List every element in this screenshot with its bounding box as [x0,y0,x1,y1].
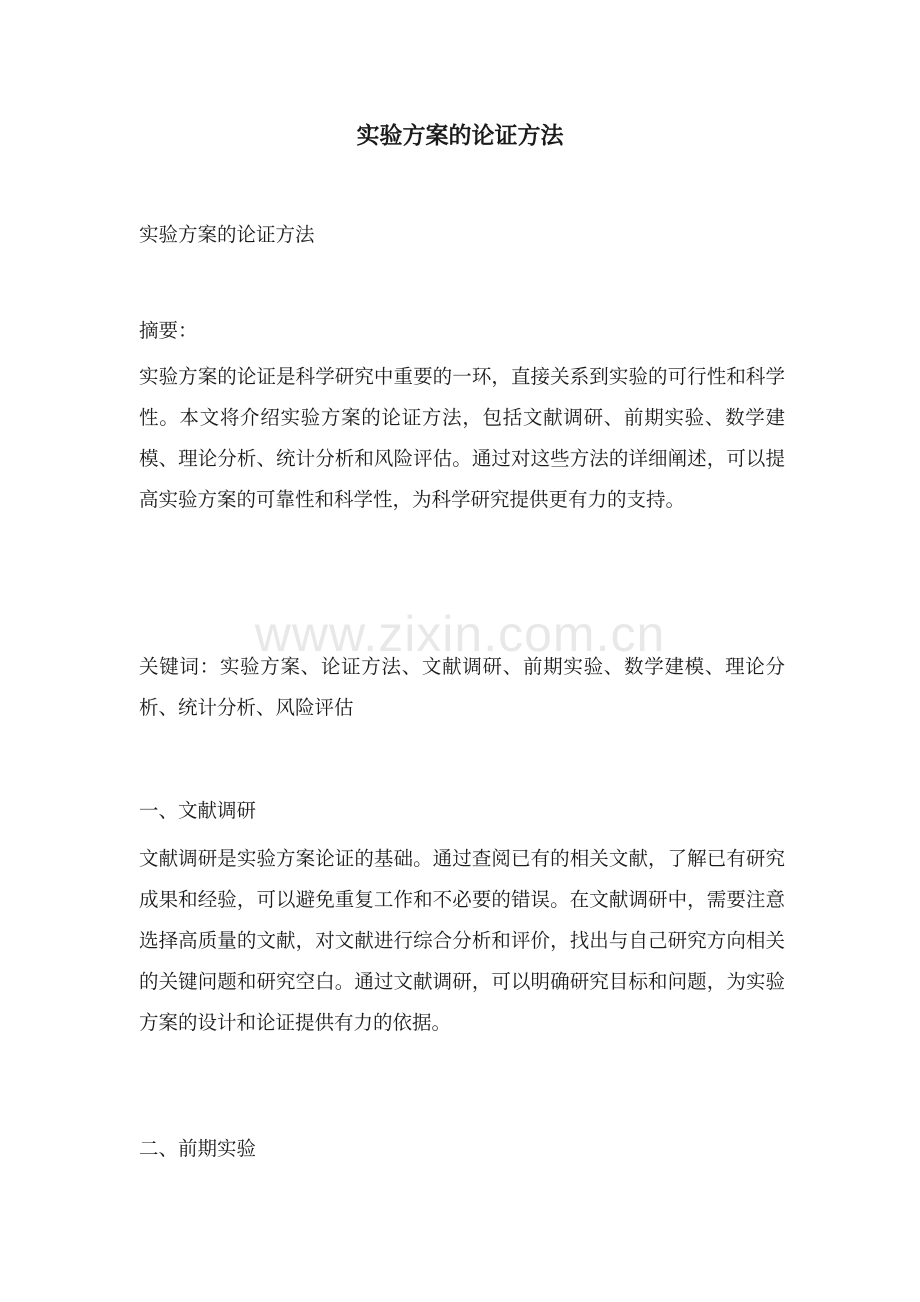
document-title: 实验方案的论证方法 [356,122,564,149]
section-heading-literature-review: 一、文献调研 [139,799,257,822]
watermark: www.zixin.com.cn [254,606,666,662]
section-heading-preliminary-experiment: 二、前期实验 [139,1137,257,1160]
keywords: 关键词：实验方案、论证方法、文献调研、前期实验、数学建模、理论分析、统计分析、风险评估 [139,655,785,719]
section-body-literature-review: 文献调研是实验方案论证的基础。通过查阅已有的相关文献，了解已有研究成果和经验，可以避免重复工作和不必要的错误。在文献调研中，需要注意选择高质量的文献，对文献进行综合分析和评价，找出与自己研究方向相关的关键问题和研究空白。通过文献调研，可以明确研究目标和问题，为实验方案的设计和论证提供有力的依据。 [139,847,785,1034]
abstract-text: 实验方案的论证是科学研究中重要的一环，直接关系到实验的可行性和科学性。本文将介绍实验方案的论证方法，包括文献调研、前期实验、数学建模、理论分析、统计分析和风险评估。通过对这些方法的详细阐述，可以提高实验方案的可靠性和科学性，为科学研究提供更有力的支持。 [139,365,785,511]
document-subtitle: 实验方案的论证方法 [139,223,315,246]
abstract-label: 摘要： [139,319,198,342]
